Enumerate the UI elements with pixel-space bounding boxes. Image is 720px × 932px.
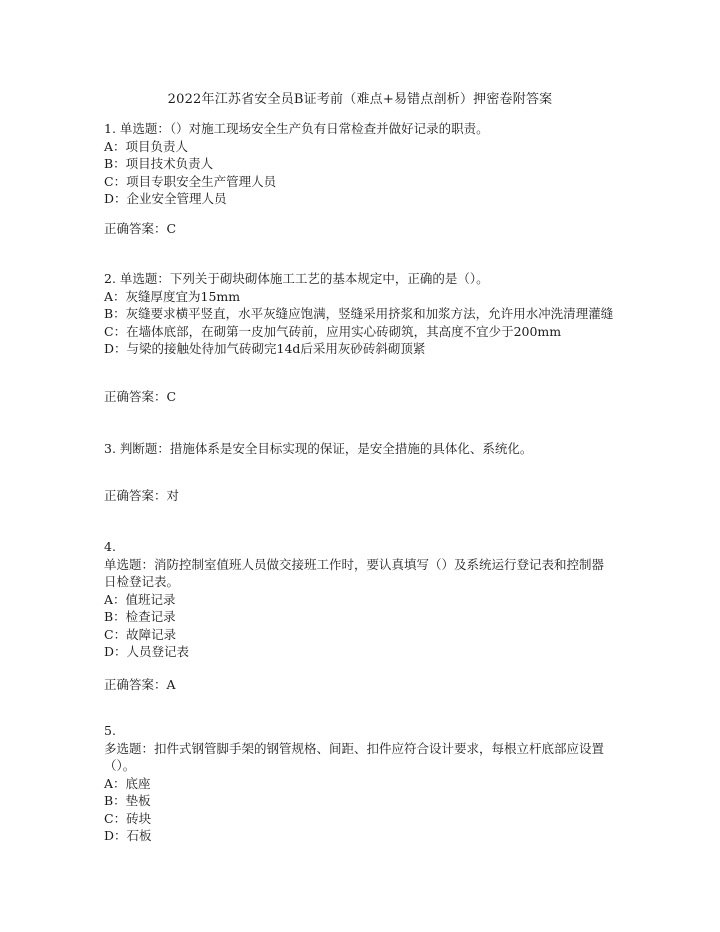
question-4 bbox=[104, 538, 614, 661]
document-title: 2022年江苏省安全员B证考前（难点+易错点剖析）押密卷附答案 bbox=[167, 92, 553, 107]
option-c: C：砖块 bbox=[104, 810, 152, 826]
question-stem: 2. 单选题：下列关于砌块砌体施工工艺的基本规定中，正确的是（）。 bbox=[104, 271, 489, 286]
option-b: B：检查记录 bbox=[104, 609, 176, 624]
option-b: B：垫板 bbox=[104, 793, 151, 808]
option-a: A：值班记录 bbox=[104, 591, 176, 607]
option-d: D：与梁的接触处待加气砖砌完14d后采用灰砂砖斜砌顶紧 bbox=[104, 341, 426, 356]
option-d: D：人员登记表 bbox=[104, 644, 190, 659]
answer-1: 正确答案：C bbox=[104, 221, 177, 236]
question-3 bbox=[104, 440, 614, 458]
option-b: B：项目技术负责人 bbox=[104, 156, 214, 171]
option-c: C：故障记录 bbox=[104, 626, 177, 642]
answer-3: 正确答案：对 bbox=[104, 488, 180, 503]
question-stem: 多选题：扣件式钢管脚手架的钢管规格、间距、扣件应符合设计要求，每根立杆底部应设置（）。 bbox=[104, 740, 605, 773]
question-number: 4. bbox=[104, 539, 116, 554]
question-5 bbox=[104, 722, 614, 845]
option-d: D：企业安全管理人员 bbox=[104, 191, 227, 206]
question-stem: 1. 单选题：（）对施工现场安全生产负有日常检查并做好记录的职责。 bbox=[104, 121, 489, 136]
question-2 bbox=[104, 270, 614, 358]
option-a: A：项目负责人 bbox=[104, 138, 189, 154]
option-c: C：在墙体底部，在砌第一皮加气砖前，应用实心砖砌筑，其高度不宜少于200mm bbox=[104, 323, 562, 339]
answer-2: 正确答案：C bbox=[104, 389, 177, 404]
answer-4: 正确答案：A bbox=[104, 677, 176, 692]
question-number: 5. bbox=[104, 723, 116, 738]
option-a: A：灰缝厚度宜为15mm bbox=[104, 288, 241, 304]
option-c: C：项目专职安全生产管理人员 bbox=[104, 173, 277, 189]
option-d: D：石板 bbox=[104, 828, 152, 843]
question-1 bbox=[104, 120, 614, 208]
question-stem: 单选题：消防控制室值班人员做交接班工作时，要认真填写（）及系统运行登记表和控制器日检登记表。 bbox=[104, 556, 605, 589]
option-b: B：灰缝要求横平竖直，水平灰缝应饱满，竖缝采用挤浆和加浆方法，允许用水冲洗清理灌缝 bbox=[104, 306, 614, 321]
option-a: A：底座 bbox=[104, 775, 151, 791]
question-stem: 3. 判断题：措施体系是安全目标实现的保证，是安全措施的具体化、系统化。 bbox=[104, 441, 533, 456]
